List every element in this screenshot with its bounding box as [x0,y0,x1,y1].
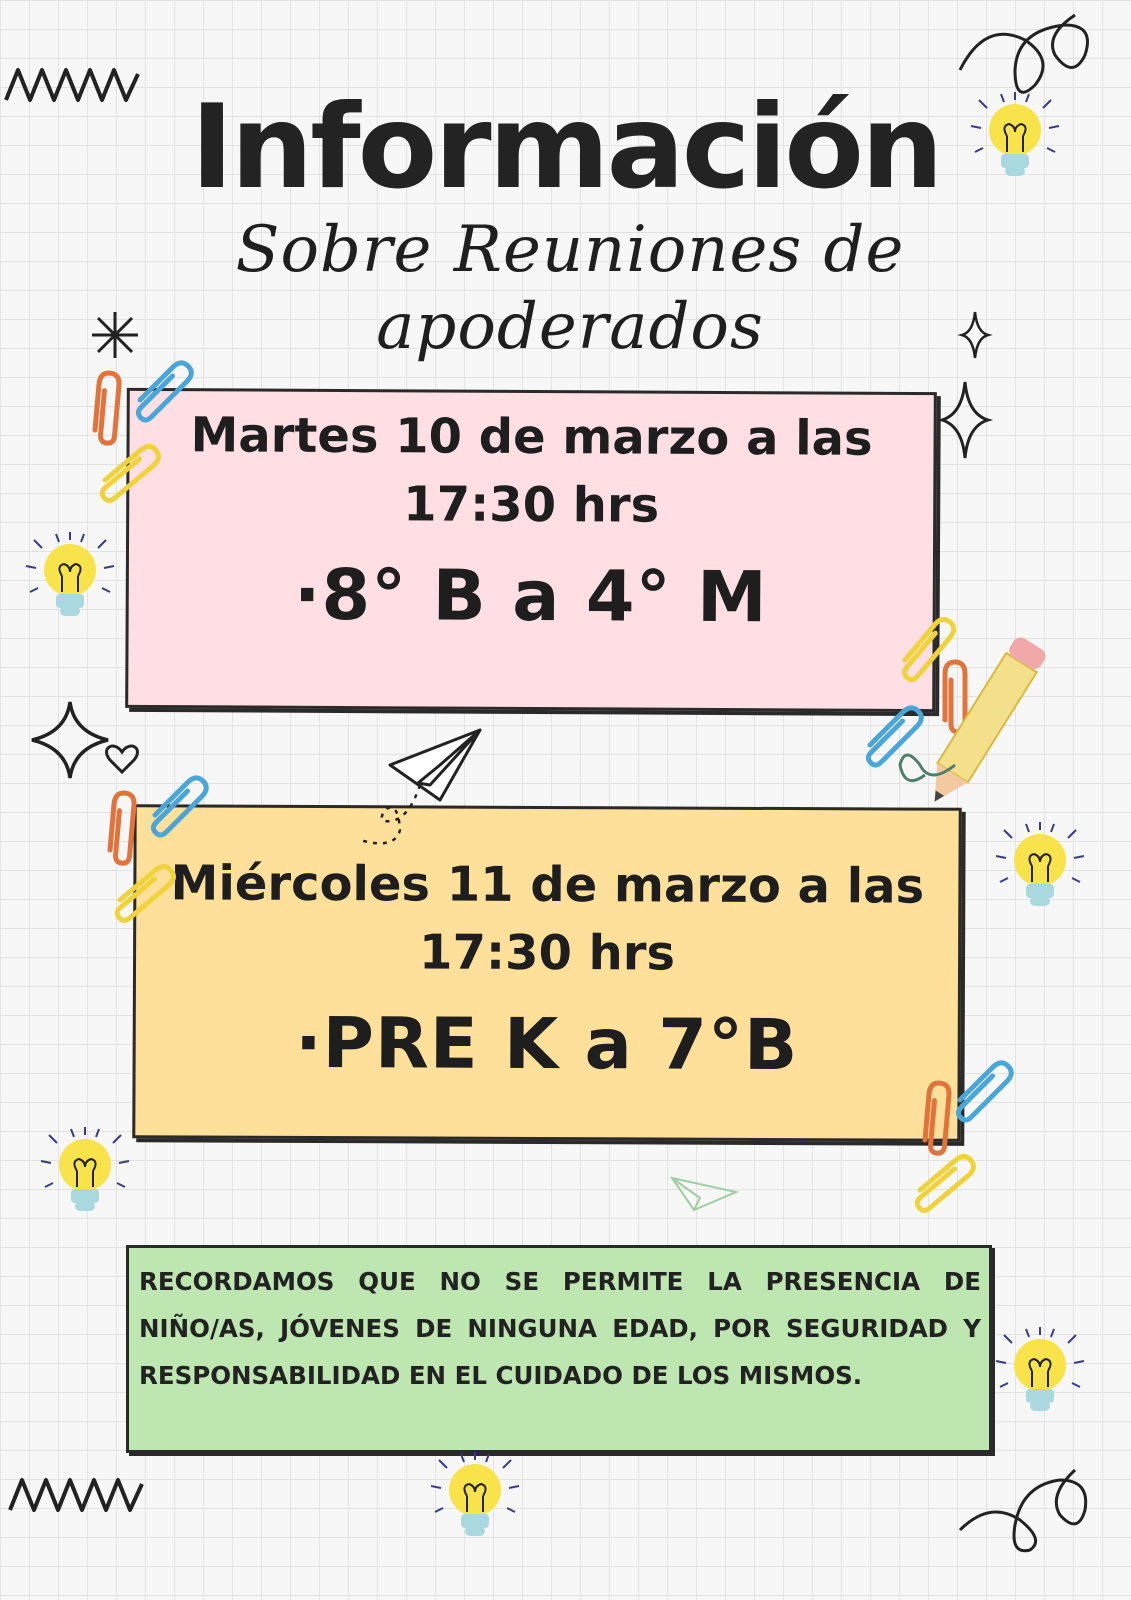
asterisk-icon [90,310,140,360]
paperclip-icon [960,1100,961,1101]
squiggle-icon [950,1440,1110,1560]
meeting-grade-range: ·PRE K a 7°B [294,1001,799,1087]
paperclip-icon [925,1140,926,1141]
paper-plane-icon [340,725,500,855]
page-subtitle: Sobre Reuniones de apoderados [235,213,905,364]
paperclip-icon [110,850,111,851]
lightbulb-icon [1040,1375,1041,1376]
squiggle-icon [955,10,1105,120]
pencil-icon [895,615,1095,795]
sparkle-icon [940,380,990,460]
paper-plane-icon [670,1170,740,1215]
lightbulb-icon [70,580,71,581]
meeting-card-tuesday [125,388,937,712]
page-title: Información [190,80,941,215]
lightbulb-icon [85,1175,86,1176]
squiggle-icon [4,60,144,110]
paperclip-icon [95,430,96,431]
meeting-date-time: Martes 10 de marzo a las 17:30 hrs [190,407,873,534]
paperclip-icon [870,745,871,746]
meeting-grade-range: ·8° B a 4° M [293,553,768,639]
squiggle-icon [8,1470,148,1520]
paperclip-icon [140,400,141,401]
lightbulb-icon [475,1500,476,1501]
meeting-date-time: Miércoles 11 de marzo a las 17:30 hrs [170,855,925,982]
sparkle-icon [30,700,150,780]
lightbulb-icon [1015,140,1016,141]
paperclip-icon [155,815,156,816]
heart-icon [107,746,138,772]
meeting-card-wednesday [132,804,961,1142]
paperclip-icon [105,480,106,481]
paperclip-icon [120,900,121,901]
notice-box: RECORDAMOS QUE NO SE PERMITE LA PRESENCIA DE NIÑO/AS, JÓVENES DE NINGUNA EDAD, POR SEGURIDAD Y RESPONSABILIDAD EN EL CUIDADO DE LOS MISMOS. [126,1245,992,1453]
lightbulb-icon [1040,870,1041,871]
paperclip-icon [920,1190,921,1191]
sparkle-icon [960,310,990,360]
